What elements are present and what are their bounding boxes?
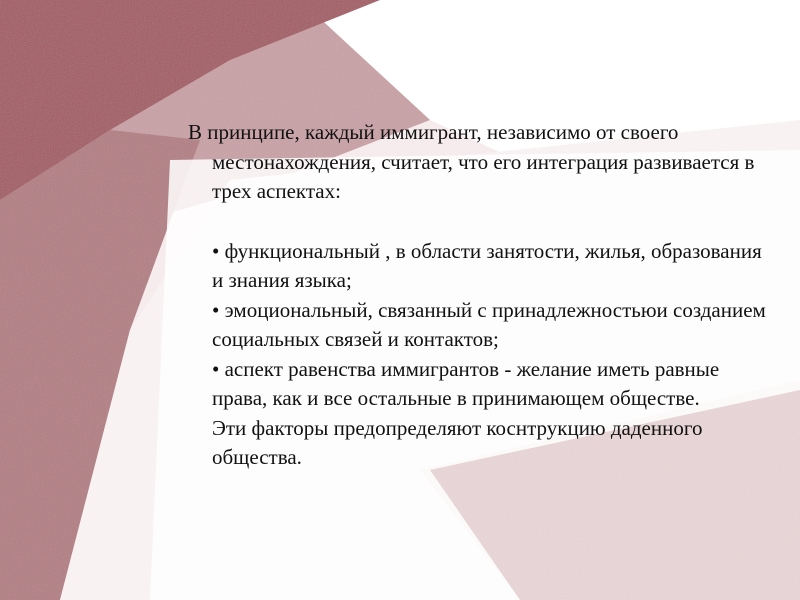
list-item-equality: • аспект равенства иммигрантов - желание иметь равные права, как и все остальные в принимающем обществе. xyxy=(212,356,720,410)
aspects-list xyxy=(212,237,768,414)
slide-text xyxy=(188,118,768,473)
closing-paragraph: Эти факторы предопределяют коснтрукцию даденного общества. xyxy=(212,415,703,469)
list-item-emotional: • эмоциональный, связанный с принадлежностьюи созданием социальных связей и контактов; xyxy=(212,297,766,351)
list-item-functional: • функциональный , в области занятости, жилья, образования и знания языка; xyxy=(212,238,762,292)
intro-paragraph: В принципе, каждый иммигрант, независимо от своего местонахождения, считает, что его интеграция развивается в трех аспектах: xyxy=(188,120,755,203)
